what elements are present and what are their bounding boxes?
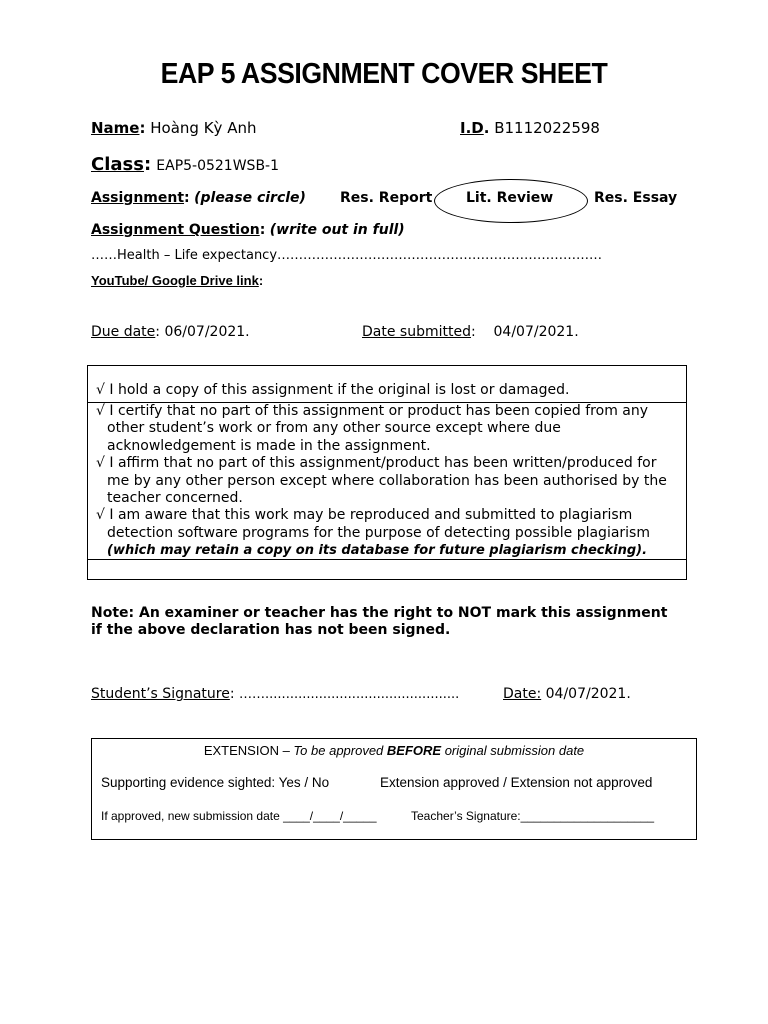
id-label: I.D [460,119,484,137]
extension-heading: EXTENSION – To be approved BEFORE original submission date [203,743,585,758]
name-value: Hoàng Kỳ Anh [150,119,257,137]
extension-new-date: If approved, new submission date ____/____/_____ [101,809,377,823]
id-row: I.D. B1112022598 [460,119,600,137]
due-date-value: 06/07/2021. [164,324,250,340]
class-row: Class: EAP5-0521WSB-1 [91,154,280,175]
question-label: Assignment Question [91,222,260,238]
signature-value: ……............................................... [239,687,460,702]
signature-row: Student’s Signature: ……............................................... [91,686,460,702]
name-row: Name: Hoàng Kỳ Anh [91,119,257,137]
assignment-label: Assignment [91,190,185,206]
name-label: Name [91,119,140,137]
assignment-row: Assignment: (please circle) [91,190,306,206]
extension-approval: Extension approved / Extension not approved [380,775,653,790]
assignment-instruction: (please circle) [194,190,306,206]
link-row: YouTube/ Google Drive link: [91,273,264,288]
extension-evidence: Supporting evidence sighted: Yes / No [101,775,330,790]
declaration-certify: √ I certify that no part of this assignment or product has been copied from any other student’s work or from any other source except where due acknowledgement is made in the assignment. √ I affirm that no part of this assignment/product has been written/produced for me by any other person except where collaboration has been authorised by the teacher concerned. √ I am aware that this work may be reproduced and submitted to plagiarism detection software programs for the purpose of detecting possible plagiarism (which may retain a copy on its database for future plagiarism checking). [96,403,667,559]
signature-date-label: Date: [503,686,542,702]
extension-box [91,738,697,840]
option-lit-review[interactable]: Lit. Review [466,190,554,206]
note-line-2: if the above declaration has not been signed. [91,622,451,638]
question-instruction: (write out in full) [269,222,405,238]
date-submitted-label: Date submitted [362,324,471,340]
id-value: B1112022598 [494,119,600,137]
due-date-row: Due date: 06/07/2021. [91,324,250,340]
due-date-label: Due date [91,324,156,340]
declaration-signature-divider [88,559,686,560]
link-label: YouTube/ Google Drive link [91,273,259,288]
option-res-report[interactable]: Res. Report [340,190,433,206]
declaration-copy: √ I hold a copy of this assignment if the original is lost or damaged. [96,382,570,398]
note [91,605,667,639]
declaration-box [87,365,687,580]
date-submitted-value: 04/07/2021. [493,324,579,340]
note-line-1: Note: An examiner or teacher has the right to NOT mark this assignment [91,605,668,621]
selection-circle [434,179,588,223]
signature-date-value: 04/07/2021. [545,686,631,702]
date-submitted-row: Date submitted: 04/07/2021. [362,324,579,340]
option-res-essay[interactable]: Res. Essay [594,190,678,206]
page-title: EAP 5 ASSIGNMENT COVER SHEET [160,58,608,90]
signature-date-row [503,686,631,702]
extension-teacher-signature: Teacher’s Signature:____________________ [411,809,655,823]
question-answer: ……Health – Life expectancy………………………………………………………………… [91,248,603,263]
class-label: Class [91,154,144,175]
class-value: EAP5-0521WSB-1 [156,158,280,174]
question-row: Assignment Question: (write out in full) [91,222,405,238]
signature-label: Student’s Signature [91,686,230,702]
